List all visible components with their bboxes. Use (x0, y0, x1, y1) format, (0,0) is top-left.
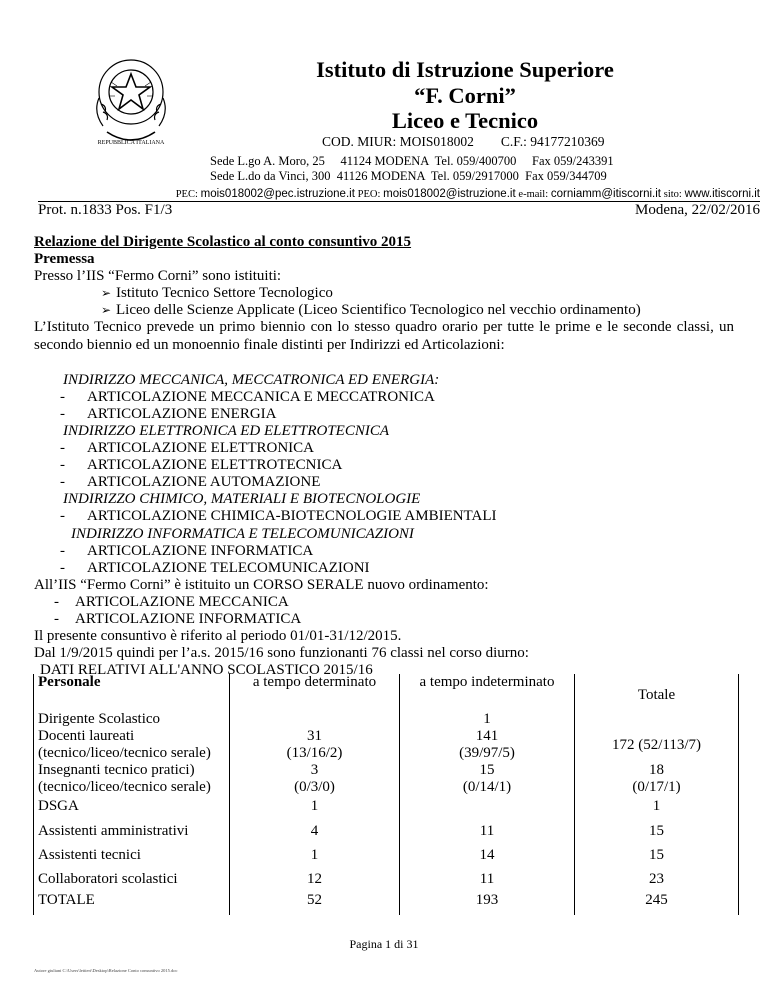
table-cell: (0/17/1) (632, 779, 681, 795)
articolazione-item: - ARTICOLAZIONE MECCANICA E MECCATRONICA (60, 388, 435, 405)
pec-label: PEC: (175, 189, 198, 200)
intro-text: Presso l’IIS “Fermo Corni” sono istituiti: (34, 268, 282, 285)
table-cell: (13/16/2) (286, 745, 343, 761)
table-cell: 245 (575, 889, 739, 915)
table-cell: 193 (400, 889, 575, 915)
indirizzo-heading: INDIRIZZO MECCANICA, MECCATRONICA ED ENERGIA: (63, 371, 440, 388)
indirizzo-heading: INDIRIZZO CHIMICO, MATERIALI E BIOTECNOLOGIE (63, 491, 421, 508)
data-heading: DATI RELATIVI ALL'ANNO SCOLASTICO 2015/16 (40, 662, 373, 679)
table-cell: 23 (575, 867, 739, 889)
articolazione-item: - ARTICOLAZIONE ENERGIA (60, 405, 277, 422)
column-header: Personale (34, 674, 230, 710)
table-cell: 1 (310, 798, 319, 814)
column-header: a tempo determinato (230, 674, 400, 710)
indirizzo-heading: INDIRIZZO ELETTRONICA ED ELETTROTECNICA (63, 422, 390, 439)
articolazione-item: - ARTICOLAZIONE ELETTRONICA (60, 440, 314, 457)
period-text: Il presente consuntivo è riferito al periodo 01/01-31/12/2015. (34, 628, 402, 645)
row-label: Docenti laureati (38, 728, 135, 744)
classes-text: Dal 1/9/2015 quindi per l’a.s. 2015/16 sono funzionanti 76 classi nel corso diurno: (34, 645, 529, 662)
row-label: (tecnico/liceo/tecnico serale) (38, 745, 211, 761)
articolazione-item: - ARTICOLAZIONE AUTOMAZIONE (60, 474, 321, 491)
row-label: Assistenti amministrativi (34, 819, 230, 843)
table-cell: 15 (479, 762, 495, 778)
site-label: sito: (663, 189, 682, 200)
list-item: ➢ Liceo delle Scienze Applicate (Liceo Scientifico Tecnologico nel vecchio ordinamento) (101, 302, 641, 319)
table-cell: 31 (307, 728, 322, 744)
table-row (34, 843, 739, 867)
institute-codes: COD. MIUR: MOIS018002 C.F.: 94177210369 (322, 134, 605, 149)
institute-type: Liceo e Tecnico (391, 108, 539, 133)
articolazione-item: - ARTICOLAZIONE CHIMICA-BIOTECNOLOGIE AMBIENTALI (60, 508, 497, 525)
serale-text: All’IIS “Fermo Corni” è istituito un CORSO SERALE nuovo ordinamento: (34, 576, 489, 593)
table-cell: (0/14/1) (462, 779, 512, 795)
pec-address[interactable]: mois018002@pec.istruzione.it (200, 188, 355, 200)
arrow-bullet-icon: ➢ (101, 286, 112, 301)
table-cell: (39/97/5) (459, 745, 515, 761)
articolazione-item: - ARTICOLAZIONE ELETTROTECNICA (60, 457, 343, 474)
table-cell: 1 (483, 711, 491, 727)
indirizzo-heading: INDIRIZZO INFORMATICA E TELECOMUNICAZIONI (71, 525, 414, 542)
row-label: Dirigente Scolastico (38, 711, 161, 727)
staff-table (33, 674, 739, 915)
website-link[interactable]: www.itiscorni.it (684, 188, 760, 200)
sede-moro: Sede L.go A. Moro, 25 41124 MODENA Tel. 059/400700 Fax 059/243391 (210, 154, 614, 168)
table-cell: 12 (230, 867, 400, 889)
table-row (34, 867, 739, 889)
table-row (34, 819, 739, 843)
articolazione-item: - ARTICOLAZIONE TELECOMUNICAZIONI (60, 559, 370, 576)
document-body (34, 234, 734, 679)
articolazione-item: - ARTICOLAZIONE INFORMATICA (60, 542, 314, 559)
articolazione-item: - ARTICOLAZIONE INFORMATICA (54, 610, 302, 627)
email-address[interactable]: corniamm@itiscorni.it (550, 188, 661, 200)
table-cell: 14 (400, 843, 575, 867)
author-path: Autore giuliani C:\Users\lettieri\Desktop\Relazione Conto consuntivo 2015.doc (34, 968, 178, 973)
table-row (34, 710, 739, 819)
table-cell: (0/3/0) (294, 779, 335, 795)
email-label: e-mail: (518, 189, 549, 200)
table-cell: 15 (575, 819, 739, 843)
table-cell: 18 (649, 762, 664, 778)
column-header: a tempo indeterminato (400, 674, 575, 710)
table-cell: 1 (652, 798, 661, 814)
row-label: DSGA (38, 798, 79, 814)
table-cell: 1 (230, 843, 400, 867)
document-title: Relazione del Dirigente Scolastico al conto consuntivo 2015 (34, 234, 412, 250)
arrow-bullet-icon: ➢ (101, 303, 112, 318)
table-row (34, 889, 739, 915)
emblem-label: REPUBBLICA ITALIANA (97, 140, 165, 146)
table-cell: 15 (575, 843, 739, 867)
table-cell: 172 (52/113/7) (611, 737, 702, 753)
table-cell: 141 (475, 728, 499, 744)
peo-address[interactable]: mois018002@istruzione.it (383, 188, 516, 200)
republic-emblem-icon (93, 52, 169, 150)
row-label: TOTALE (34, 889, 230, 915)
protocol-number: Prot. n.1833 Pos. F1/3 (38, 202, 173, 218)
table-cell: 52 (230, 889, 400, 915)
section-heading: Premessa (34, 251, 95, 268)
institute-title: Istituto di Istruzione Superiore (316, 57, 614, 82)
document-date: Modena, 22/02/2016 (635, 202, 760, 218)
sede-vinci: Sede L.do da Vinci, 300 41126 MODENA Tel. 059/2917000 Fax 059/344709 (210, 169, 607, 183)
description-paragraph: L’Istituto Tecnico prevede un primo biennio con lo stesso quadro orario per tutte le prime e le seconde classi, un secondo biennio ed un monoennio finale distinti per Indirizzi ed Articolazioni: (34, 319, 734, 353)
column-header: Totale (575, 674, 739, 710)
table-cell: 11 (400, 867, 575, 889)
row-label: Assistenti tecnici (34, 843, 230, 867)
row-label: Collaboratori scolastici (34, 867, 230, 889)
table-header-row (34, 674, 739, 710)
row-label: (tecnico/liceo/tecnico serale) (38, 779, 211, 795)
peo-label: PEO: (357, 189, 381, 200)
page-number: Pagina 1 di 31 (349, 937, 419, 951)
institute-name: “F. Corni” (414, 83, 516, 108)
table-cell: 3 (310, 762, 319, 778)
contact-line (0, 188, 768, 200)
table-cell: 4 (230, 819, 400, 843)
list-item: ➢ Istituto Tecnico Settore Tecnologico (101, 285, 333, 302)
articolazione-item: - ARTICOLAZIONE MECCANICA (54, 593, 289, 610)
table-cell: 11 (400, 819, 575, 843)
row-label: Insegnanti tecnico pratici) (38, 762, 195, 778)
